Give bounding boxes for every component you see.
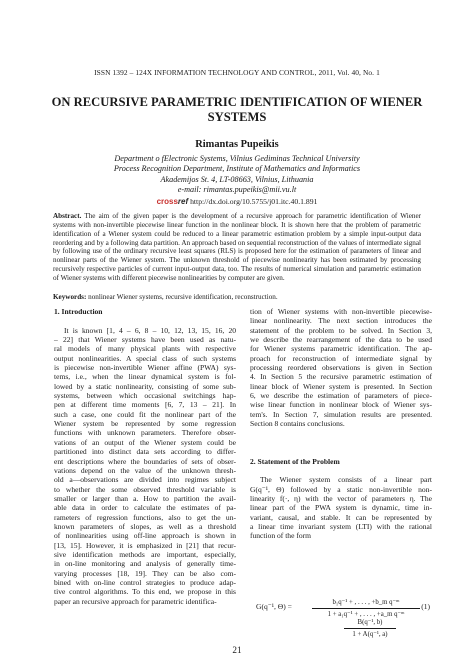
text-line: linear nonlinearity. The next section introduces the	[250, 316, 432, 326]
affiliation-line: Akademijos St. 4, LT-08663, Vilnius, Lithuania	[160, 174, 314, 184]
introduction-body	[54, 326, 236, 606]
page-number: 21	[232, 645, 242, 655]
text-line: Wiener system be represented by some regression	[54, 419, 236, 429]
keywords-label: Keywords:	[53, 293, 87, 301]
doi-line	[0, 197, 474, 206]
text-line: linear block of Wiener system is presented. In Section	[250, 381, 432, 391]
text-line: smaller or larger than a. How to partition the avail-	[54, 493, 236, 503]
text-line: in on-line monitoring and analysis of generally time-	[54, 559, 236, 569]
text-line: rameters of regression functions, also to get the un-	[54, 512, 236, 522]
title-line: SYSTEMS	[207, 110, 267, 124]
text-line: varying processes [18, 19]. They can be also com-	[54, 568, 236, 578]
text-line: partitioned into distinct data sets according to differ-	[54, 447, 236, 457]
text-line: paper an recursive approach for parametric identifica-	[54, 596, 217, 606]
text-line: functions with unknown parameters. Therefore obser-	[54, 428, 236, 438]
text-line: able data in order to calculate the estimates of pa-	[54, 503, 236, 513]
journal-header: ISSN 1392 – 124X INFORMATION TECHNOLOGY AND CONTROL, 2011, Vol. 40, No. 1	[94, 68, 380, 77]
affiliation	[0, 154, 474, 195]
text-line: vations of an output of the Wiener system could be	[54, 437, 236, 447]
abstract	[53, 212, 421, 283]
text-line: sive identification methods are important, especially,	[54, 549, 236, 559]
text-line: output nonlinearities. A special class of such systems	[54, 353, 236, 363]
right-column	[250, 307, 432, 541]
text-line: ral models of many physical plants with respective	[54, 344, 236, 354]
equation-1	[250, 598, 432, 638]
text-line: we describe the rearrangement of the data to be used	[250, 335, 432, 345]
text-line: proach for reconstruction of intermediate signal by	[250, 353, 432, 363]
title-line: ON RECURSIVE PARAMETRIC IDENTIFICATION OF WIENER	[51, 95, 423, 109]
doi-link[interactable]: http://dx.doi.org/10.5755/j01.itc.40.1.891	[190, 197, 318, 206]
text-line: is piecewise non-invertible Wiener affine (PWA) sys-	[54, 363, 236, 373]
section-heading-problem-statement: 2. Statement of the Problem	[250, 456, 340, 466]
text-line: linearity f(·, η) with the vector of parameters η. The	[250, 493, 432, 503]
text-line: variant, causal, and stable. It can be represented by	[250, 512, 432, 522]
text-line: tive control algorithms. To this end, we propose in this	[54, 587, 236, 597]
text-line: old a—observations are divided into regimes subject	[54, 475, 236, 485]
abstract-text: The aim of the given paper is the development of a recursive approach for parametric identification of Wiener systems with non-invertible piecewise linear function in the nonlinear block. It is shown here that the problem of parametric identification of a Wiener system could be reduced to a linear parametric estimation problem by a simple input-output data reordering and by a following data partition. An approach based on sequential reconstruction of the values of intermediate signal by following use of the ordinary recursive least squares (RLS) is proposed here for the estimation of parameters of linear and nonlinear parts of the Wiener system. The unknown threshold of piecewise nonlinearity has been estimated by processing recursively respective particles of current input-output data, too. The results of numerical simulation and parametric estimation of Wiener systems with different piecewise nonlinearities by computer are given.	[53, 212, 421, 282]
text-line: lowed by a static nonlinearity, consisting of some sub-	[54, 381, 236, 391]
equation-fraction-2	[344, 618, 396, 639]
abstract-label: Abstract.	[53, 212, 82, 220]
text-line: G(q⁻¹, Θ) followed by a static non-invertible non-	[250, 484, 432, 494]
keywords	[53, 293, 421, 302]
text-line: statement of the problem to be solved. In Section 3,	[250, 325, 432, 335]
text-line: ent descriptions where the boundaries of sets of obser-	[54, 456, 236, 466]
equation-denominator: 1 + a₁q⁻¹ + , . . . , +a_m q⁻ᵐ	[327, 611, 405, 618]
text-line: It is known [1, 4 – 6, 8 – 10, 12, 13, 15, 16, 20	[64, 325, 236, 335]
author-email: e-mail: rimantas.pupeikis@mii.vu.lt	[177, 184, 297, 194]
text-line: linear part of the PWA system is dynamic, time in-	[250, 503, 432, 513]
equation-numerator: b₁q⁻¹ + , . . . , +b_m q⁻ᵐ	[332, 599, 400, 606]
text-line: function of the form	[250, 531, 311, 541]
text-line: 6, we describe the estimation of parameters of piece-	[250, 391, 432, 401]
text-line: 4. In Section 5 the recursive parametric estimation of	[250, 372, 432, 382]
problem-statement-body	[250, 475, 432, 540]
introduction-continued	[250, 307, 432, 428]
text-line: systems, between which occasional switchings hap-	[54, 391, 236, 401]
text-line: wise linear function in nonlinear block of Wiener sys-	[250, 400, 432, 410]
text-line: vations depend on the value of the unknown thresh-	[54, 465, 236, 475]
left-column	[54, 307, 236, 606]
text-line: tion of Wiener systems with non-invertible piecewise-	[250, 307, 432, 316]
section-heading-introduction: 1. Introduction	[54, 307, 103, 316]
text-line: tems, i.e., when the linear dynamical system is fol-	[54, 372, 236, 382]
equation-denominator: 1 + A(q⁻¹, a)	[352, 631, 388, 638]
text-line: [13, 15]. However, it is emphasized in [21] that recur-	[54, 540, 236, 550]
text-line: such a case, one could fit the nonlinear part of the	[54, 409, 236, 419]
text-line: to whether the some observed threshold variable is	[54, 484, 236, 494]
text-line: tem's. In Section 7, simulation results are presented.	[250, 409, 432, 419]
keywords-text: nonlinear Wiener systems, recursive identification, reconstruction.	[88, 293, 278, 301]
text-line: of nonlinearities using off-line approach is shown in	[54, 531, 236, 541]
text-line: pen at different time moments [6, 7, 13 – 21]. In	[54, 400, 236, 410]
text-line: bined with on-line control strategies to produce adap-	[54, 577, 236, 587]
text-line: a linear time invariant system (LTI) with the rational	[250, 521, 432, 531]
text-line: for Wiener systems parametric identification. The ap-	[250, 344, 432, 354]
text-line: – 22] that Wiener systems have been used as natu-	[54, 335, 236, 345]
affiliation-line: Process Recognition Department, Institute of Mathematics and Informatics	[113, 164, 361, 174]
equation-number: (1)	[421, 602, 430, 611]
affiliation-line: Department o fElectronic Systems, Vilnius Gediminas Technical University	[114, 154, 360, 163]
text-line: The Wiener system consists of a linear part	[260, 475, 432, 485]
equation-lhs: G(q⁻¹, Θ) =	[256, 602, 292, 611]
text-line: Section 8 contains conclusions.	[250, 419, 345, 429]
text-line: processing reordered observations is given in Section	[250, 363, 432, 373]
equation-fraction-1	[312, 598, 420, 619]
text-line: known parameters of slopes, as well as a threshold	[54, 521, 236, 531]
author-name: Rimantas Pupeikis	[195, 139, 279, 150]
equation-numerator: B(q⁻¹, b)	[357, 619, 383, 626]
crossref-logo-icon: crossref	[156, 197, 189, 206]
paper-title	[30, 95, 444, 125]
